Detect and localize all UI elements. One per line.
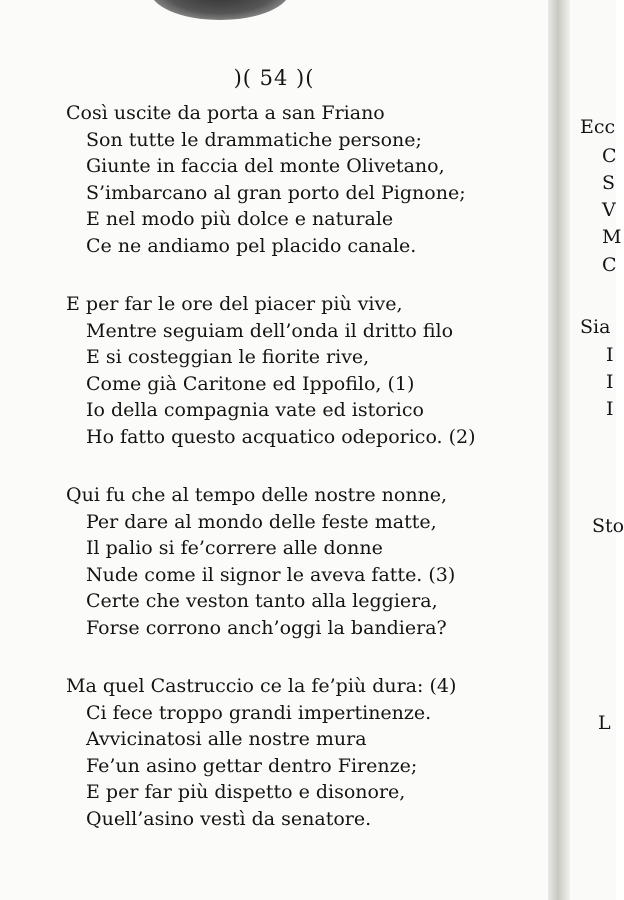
verse-line: Come già Caritone ed Ippofilo, (1): [86, 372, 415, 395]
verse-line: Quell’asino vestì da senatore.: [86, 807, 372, 830]
verse-line: Ma quel Castruccio ce la fe’più dura: (4): [66, 675, 457, 697]
verse-line: Son tutte le drammatiche persone;: [86, 128, 422, 151]
verse-line: Giunte in faccia del monte Olivetano,: [86, 155, 445, 177]
right-page-fragment: C: [602, 254, 617, 276]
verse-line: Avvicinatosi alle nostre mura: [86, 728, 367, 750]
stanza: [66, 482, 536, 641]
verse-line: E nel modo più dolce e naturale: [86, 208, 394, 230]
right-page-fragment: I: [606, 398, 614, 420]
verse-line: Ce ne andiamo pel placido canale.: [86, 234, 417, 257]
verse-line: S’imbarcano al gran porto del Pignone;: [86, 181, 466, 204]
right-page-fragment: C: [602, 145, 617, 167]
right-page-fragment: Sto: [592, 515, 624, 537]
right-page-fragment: Ecc: [580, 116, 616, 138]
book-gutter: [548, 0, 570, 900]
verse-line: Ci fece troppo grandi impertinenze.: [86, 701, 432, 724]
right-page-fragment: I: [606, 344, 614, 366]
verse-line: Ho fatto questo acquatico odeporico. (2): [86, 425, 476, 448]
stanza: [66, 100, 536, 259]
verse-line: Io della compagnia vate ed istorico: [86, 399, 424, 421]
right-page-fragment: S: [602, 172, 616, 194]
right-page-edge: [570, 0, 624, 900]
verse-line: E per far più dispetto e disonore,: [86, 781, 406, 803]
verse-line: Il palio si fe’correre alle donne: [86, 537, 383, 559]
right-page-fragment: V: [602, 199, 616, 221]
page-number: )( 54 )(: [233, 66, 315, 90]
verse-line: Mentre seguiam dell’onda il dritto filo: [86, 319, 454, 342]
stanza: [66, 291, 536, 450]
right-page-fragment: L: [598, 712, 611, 734]
scan-shadow: [150, 0, 290, 20]
verse-line: E per far le ore del piacer più vive,: [66, 293, 403, 315]
verse-line: Così uscite da porta a san Friano: [66, 102, 385, 124]
verse-line: Fe’un asino gettar dentro Firenze;: [86, 754, 418, 777]
poem: [66, 100, 536, 864]
right-page-fragment: I: [606, 371, 614, 393]
stanza: [66, 673, 536, 832]
verse-line: Per dare al mondo delle feste matte,: [86, 510, 437, 533]
verse-line: Forse corrono anch’oggi la bandiera?: [86, 616, 447, 639]
verse-line: Qui fu che al tempo delle nostre nonne,: [66, 484, 448, 506]
verse-line: E si costeggian le fiorite rive,: [86, 346, 370, 368]
verse-line: Certe che veston tanto alla leggiera,: [86, 590, 438, 612]
verse-line: Nude come il signor le aveva fatte. (3): [86, 563, 456, 586]
right-page-fragment: M: [602, 226, 622, 248]
right-page-fragment: Sia: [580, 316, 611, 338]
